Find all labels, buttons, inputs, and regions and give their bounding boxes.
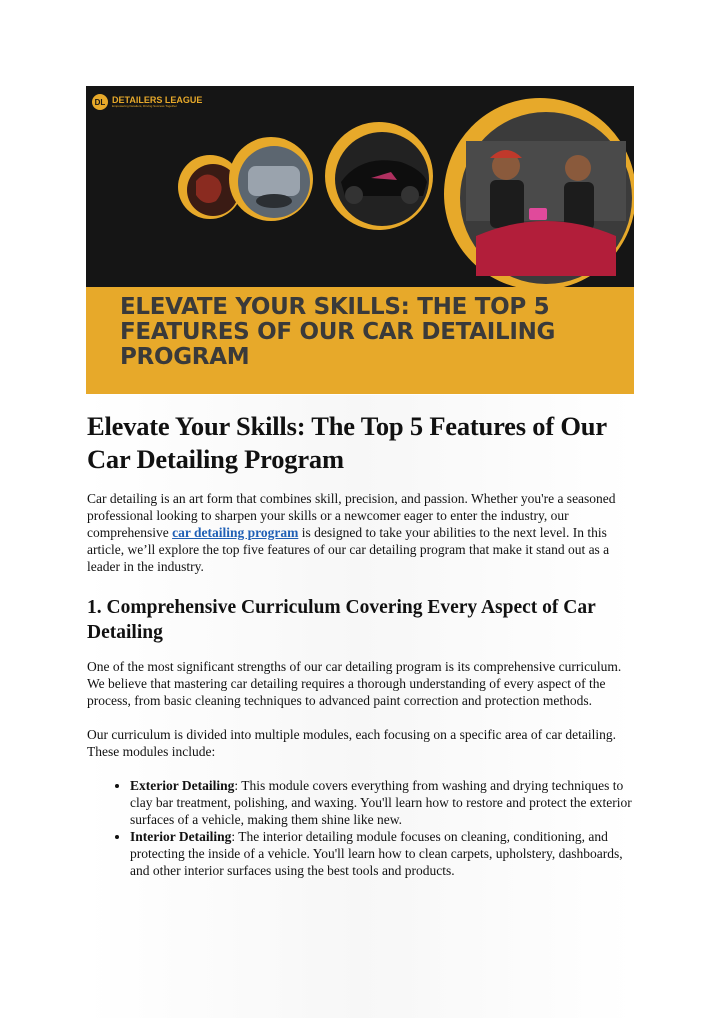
banner-photo-collage	[86, 86, 634, 287]
module-description: : This module covers everything from washing and drying techniques to clay bar treatment, polishing, and waxing. You'll learn how to restore and protect the exterior surfaces of a vehicle, making them shine like new.	[130, 778, 632, 827]
logo-tagline: Empowering Detailers, Driving Success Together	[112, 104, 177, 108]
intro-paragraph	[87, 490, 632, 575]
module-name: Interior Detailing	[130, 829, 232, 844]
article-title: Elevate Your Skills: The Top 5 Features of Our Car Detailing Program	[87, 411, 607, 474]
banner-headline-line: PROGRAM	[120, 344, 250, 370]
list-item	[130, 828, 632, 879]
module-description: : The interior detailing module focuses on cleaning, conditioning, and protecting the inside of a vehicle. You'll learn how to clean carpets, upholstery, dashboards, and other interior surfaces using the best tools and products.	[130, 829, 623, 878]
banner-headline-line: ELEVATE YOUR SKILLS: THE TOP 5	[120, 294, 550, 320]
module-name: Exterior Detailing	[130, 778, 235, 793]
banner-headline	[120, 294, 556, 370]
logo-mark-icon: DL	[92, 94, 108, 110]
section-heading: 1. Comprehensive Curriculum Covering Every Aspect of Car Detailing	[87, 597, 596, 643]
logo-name: DETAILERS LEAGUE	[112, 95, 203, 105]
hero-banner-image	[86, 86, 634, 394]
section-paragraph: One of the most significant strengths of our car detailing program is its comprehensive curriculum. We believe that mastering car detailing requires a thorough understanding of every aspect of the process, from basic cleaning techniques to advanced paint correction and protection methods.	[87, 659, 622, 708]
car-detailing-program-link[interactable]: car detailing program	[172, 525, 299, 540]
banner-photo-area	[86, 86, 634, 287]
article-body	[87, 410, 632, 879]
intro-text-after-link: is designed to take your abilities to the next level. In this article, we’ll explore the top five features of our car detailing program that make it stand out as a leader in the industry.	[87, 525, 610, 574]
modules-list	[87, 777, 632, 879]
intro-text-before-link: Car detailing is an art form that combines skill, precision, and passion. Whether you're a seasoned professional looking to sharpen your skills or a newcomer eager to enter the industry, our comprehensive	[87, 491, 616, 540]
section-paragraph: Our curriculum is divided into multiple modules, each focusing on a specific area of car detailing. These modules include:	[87, 727, 616, 759]
banner-headline-line: FEATURES OF OUR CAR DETAILING	[120, 319, 556, 345]
list-item	[130, 777, 632, 828]
